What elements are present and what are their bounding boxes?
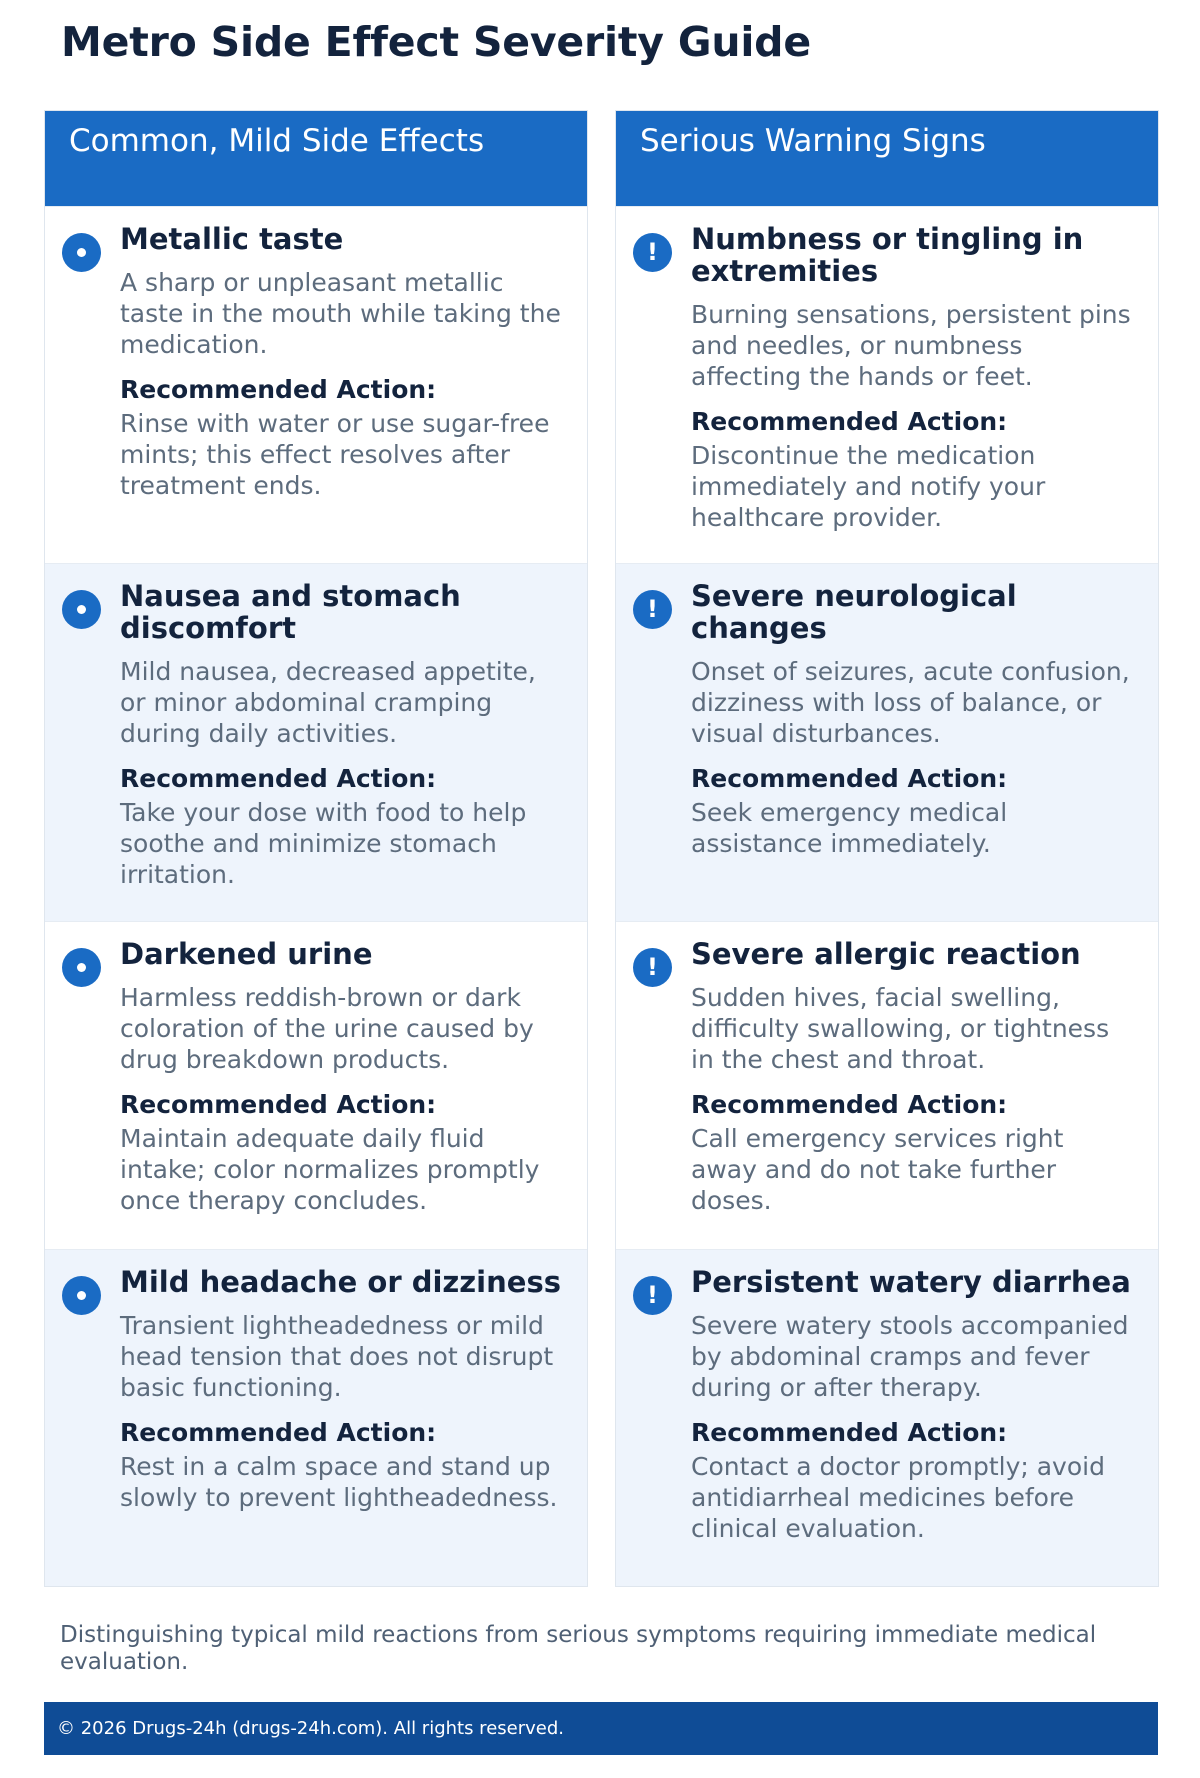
recommended-action-label: Recommended Action:: [691, 407, 1008, 436]
warning-card: [616, 921, 1158, 1249]
recommended-action-text: Maintain adequate daily fluid intake; color normalizes promptly once therapy concludes.: [120, 1124, 540, 1215]
side-effect-card: [45, 1249, 587, 1586]
serious-warnings-header: Serious Warning Signs: [616, 111, 1158, 206]
warning-title: Persistent watery diarrhea: [691, 1265, 1131, 1299]
dot-circle-icon: [62, 590, 101, 629]
dot-circle-icon: [62, 233, 101, 272]
side-effect-title: Mild headache or dizziness: [120, 1265, 561, 1299]
exclamation-circle-icon: !: [633, 948, 672, 987]
recommended-action-text: Discontinue the medication immediately and notify your healthcare provider.: [691, 441, 1046, 532]
recommended-action-label: Recommended Action:: [691, 764, 1008, 793]
warning-title: Severe allergic reaction: [691, 937, 1081, 971]
side-effect-description: Transient lightheadedness or mild head tension that does not disrupt basic functioning.: [120, 1311, 554, 1402]
page-title: Metro Side Effect Severity Guide: [61, 18, 811, 66]
side-effect-card: [45, 563, 587, 921]
recommended-action-text: Seek emergency medical assistance immediately.: [691, 798, 1008, 858]
side-effect-card: [45, 921, 587, 1249]
recommended-action-label: Recommended Action:: [120, 764, 437, 793]
recommended-action-text: Take your dose with food to help soothe and minimize stomach irritation.: [120, 798, 527, 889]
exclamation-circle-icon: !: [633, 590, 672, 629]
recommended-action-label: Recommended Action:: [120, 375, 437, 404]
recommended-action-label: Recommended Action:: [120, 1090, 437, 1119]
warning-title: Severe neurological changes: [691, 579, 1017, 645]
recommended-action-text: Rest in a calm space and stand up slowly to prevent lightheadedness.: [120, 1452, 558, 1512]
side-effect-title: Darkened urine: [120, 937, 373, 971]
warning-description: Severe watery stools accompanied by abdominal cramps and fever during or after therapy.: [691, 1311, 1129, 1402]
side-effect-title: Metallic taste: [120, 222, 344, 256]
warning-description: Burning sensations, persistent pins and needles, or numbness affecting the hands or feet.: [691, 300, 1131, 391]
warning-title: Numbness or tingling in extremities: [691, 222, 1084, 288]
recommended-action-label: Recommended Action:: [691, 1418, 1008, 1447]
recommended-action-text: Call emergency services right away and do not take further doses.: [691, 1124, 1064, 1215]
side-effect-title: Nausea and stomach discomfort: [120, 579, 461, 645]
recommended-action-label: Recommended Action:: [120, 1418, 437, 1447]
side-effect-description: A sharp or unpleasant metallic taste in the mouth while taking the medication.: [120, 268, 561, 359]
warning-description: Sudden hives, facial swelling, difficulty swallowing, or tightness in the chest and throat.: [691, 983, 1110, 1074]
warning-card: [616, 206, 1158, 563]
side-effect-card: [45, 206, 587, 563]
exclamation-circle-icon: !: [633, 1276, 672, 1315]
side-effect-description: Harmless reddish-brown or dark coloration of the urine caused by drug breakdown products.: [120, 983, 534, 1074]
recommended-action-text: Contact a doctor promptly; avoid antidiarrheal medicines before clinical evaluation.: [691, 1452, 1105, 1543]
recommended-action-text: Rinse with water or use sugar-free mints; this effect resolves after treatment ends.: [120, 409, 550, 500]
mild-effects-header: Common, Mild Side Effects: [45, 111, 587, 206]
exclamation-circle-icon: !: [633, 233, 672, 272]
warning-card: [616, 1249, 1158, 1586]
serious-warnings-column: [615, 110, 1159, 1587]
guide-tagline: Distinguishing typical mild reactions from serious symptoms requiring immediate medical evaluation.: [60, 1622, 1097, 1675]
warning-card: [616, 563, 1158, 921]
dot-circle-icon: [62, 1276, 101, 1315]
side-effect-description: Mild nausea, decreased appetite, or minor abdominal cramping during daily activities.: [120, 657, 536, 748]
dot-circle-icon: [62, 948, 101, 987]
copyright-footer: © 2026 Drugs-24h (drugs-24h.com). All rights reserved.: [44, 1702, 1158, 1755]
recommended-action-label: Recommended Action:: [691, 1090, 1008, 1119]
mild-effects-column: [44, 110, 588, 1587]
warning-description: Onset of seizures, acute confusion, dizziness with loss of balance, or visual disturbances.: [691, 657, 1130, 748]
